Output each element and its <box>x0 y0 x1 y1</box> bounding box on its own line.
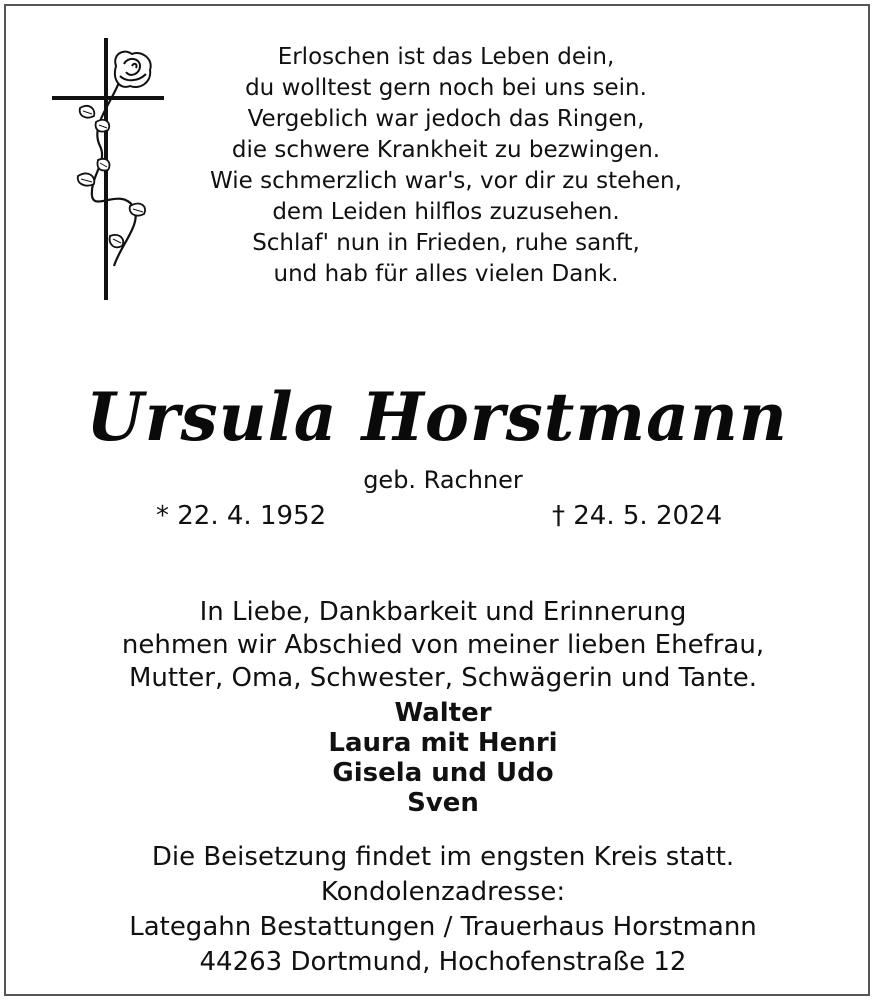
poem-line: du wolltest gern noch bei uns sein. <box>245 75 647 101</box>
mourner-name: Gisela und Udo <box>332 758 554 788</box>
birth-name: geb. Rachner <box>363 466 523 494</box>
poem-line: Vergeblich war jedoch das Ringen, <box>247 106 645 132</box>
farewell-line: nehmen wir Abschied von meiner lieben Ehefrau, <box>121 630 765 660</box>
farewell-line: Mutter, Oma, Schwester, Schwägerin und Tante. <box>128 663 758 693</box>
condolence-label: Kondolenzadresse: <box>320 877 566 907</box>
mourner-name: Laura mit Henri <box>328 728 558 758</box>
poem-line: Schlaf' nun in Frieden, ruhe sanft, <box>252 230 640 256</box>
poem <box>146 42 746 290</box>
condolence-address-line: Lategahn Bestattungen / Trauerhaus Horstmann <box>129 912 757 942</box>
mourner-name: Walter <box>394 698 492 728</box>
condolence-address-line: 44263 Dortmund, Hochofenstraße 12 <box>199 947 687 977</box>
deceased-name: Ursula Horstmann <box>86 378 788 456</box>
poem-line: dem Leiden hilflos zuzusehen. <box>272 199 620 225</box>
poem-line: die schwere Krankheit zu bezwingen. <box>231 137 661 163</box>
poem-line: Wie schmerzlich war's, vor dir zu stehen, <box>210 168 682 194</box>
farewell-line: In Liebe, Dankbarkeit und Erinnerung <box>199 597 687 627</box>
poem-line: und hab für alles vielen Dank. <box>273 261 619 287</box>
birth-date: * 22. 4. 1952 <box>156 501 327 531</box>
closing-info <box>6 840 874 980</box>
mourner-name: Sven <box>407 788 479 818</box>
mourners-list <box>6 698 874 818</box>
poem-line: Erloschen ist das Leben dein, <box>277 44 615 70</box>
death-date: † 24. 5. 2024 <box>552 501 723 531</box>
obituary-notice <box>4 4 870 996</box>
burial-note: Die Beisetzung findet im engsten Kreis statt. <box>151 842 735 872</box>
farewell-text <box>6 596 874 695</box>
